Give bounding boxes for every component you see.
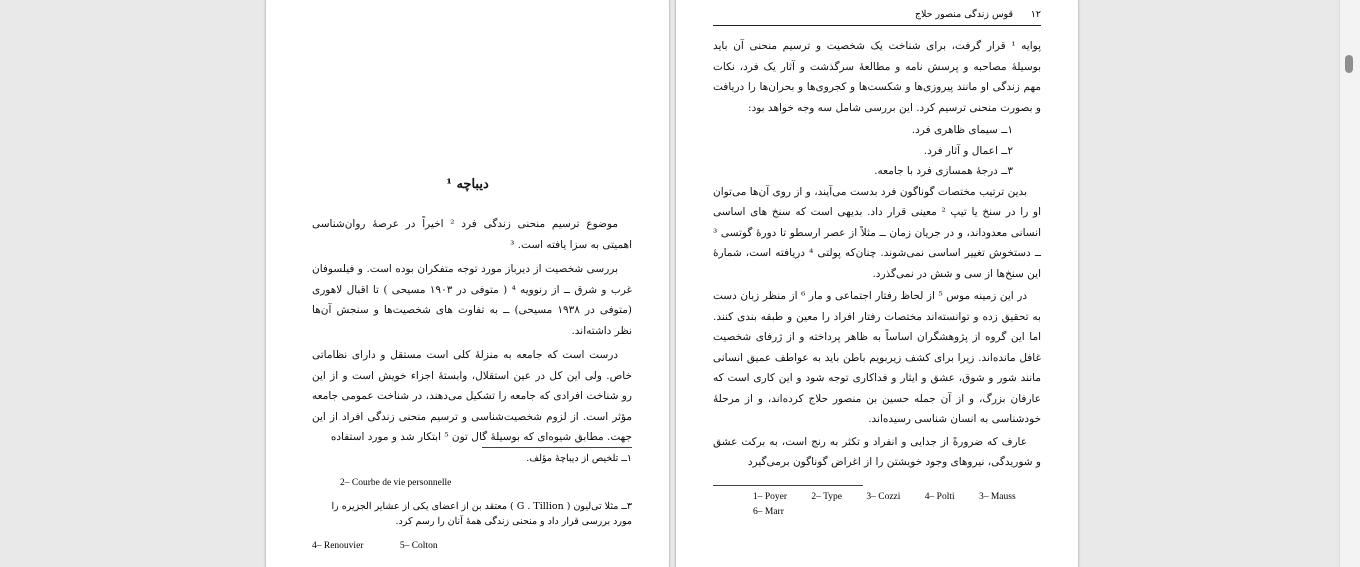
list-item: ۲ــ اعمال و آثار فرد. bbox=[923, 144, 1013, 157]
left-body-text bbox=[312, 214, 632, 452]
footnote: ۱ــ تلخیص از دیباچهٔ مؤلف. bbox=[526, 453, 632, 464]
page-left bbox=[265, 0, 670, 567]
paragraph: در این زمینه موس ⁵ از لحاظ رفتار اجتماعی و مار ⁶ از منظر زبان دست به تحقیق زده و توانسته‌اند مختصات رفتار افراد را معین و طبقه بندی کنند. اما این گروه از پژوهشگران اساساً به ظاهر پرداخته و از ژرفای شخصیت غافل مانده‌اند. زیرا برای کشف زیربویم باطن باید به عواطف عمیق انسانی مانند شور و شوق، عشق و ایثار و فداکاری توجه شود و این کاری است که عارفان بزرگ، و از آن جمله حسین بن منصور حلاج کرده‌اند، و از مرحلهٔ خودشناسی به انسان شناسی رسیده‌اند. bbox=[713, 290, 1041, 425]
chapter-title: دیباچه ¹ bbox=[446, 177, 489, 192]
list-item: ۳ــ درجهٔ همسازی فرد با جامعه. bbox=[874, 165, 1013, 177]
right-footnotes bbox=[713, 485, 1041, 520]
footnote: 1– Poyer bbox=[753, 492, 788, 502]
footnote: 3– Mauss bbox=[978, 492, 1016, 502]
footnote: ۳ــ مثلا تی‌لیون ( G . Tillion ) معتقد بن از اعضای یکی از عشایر الجزیره را مورد بررسی قرار داد و منحنی زندگی همهٔ آنان را رسم کرد. bbox=[331, 501, 632, 527]
footnote: 5– Colton bbox=[399, 540, 438, 551]
footnote: 3– Cozzi bbox=[866, 492, 901, 502]
footnote: 2– Courbe de vie personnelle bbox=[340, 478, 452, 488]
left-footnotes bbox=[312, 447, 632, 563]
footnote: 4– Polti bbox=[924, 492, 955, 502]
scrollbar-thumb[interactable] bbox=[1345, 55, 1353, 73]
footnote-row bbox=[312, 539, 632, 554]
paragraph: پوایه ¹ قرار گرفت، برای شناخت یک شخصیت و ترسیم منحنی آن باید بوسیلهٔ مصاحبه و پرسش نامه و مطالعهٔ سرگذشت و آثار یک فرد، نکات مهم زندگی او مانند پیروزی‌ها و شکست‌ها و کجروی‌ها و بحران‌ها را دریافت و بصورت منحنی ترسیم کرد. این بررسی شامل سه وجه خواهد بود: bbox=[713, 40, 1041, 114]
paragraph: بررسی شخصیت از دیرباز مورد توجه متفکران بوده است. و فیلسوفان غرب و شرق ــ از رنوویه ⁴ ( متوفی در ۱۹۰۳ مسیحی ) تا اقبال لاهوری (متوفی در ۱۹۳۸ مسیحی) ــ به تفاوت های شخصیت‌ها و سنجش آن‌ها نظر داشته‌اند. bbox=[312, 263, 632, 337]
paragraph: بدین ترتیب مختصات گوناگون فرد بدست می‌آیند، و از روی آن‌ها می‌توان او را در سنخ یا تیپ ² معینی قرار داد. بدیهی است که سنخ های اساسی انسانی معدوداند، و در جریان زمان ــ مثلاً از عصر ارسطو تا دورهٔ گوتسی ³ ــ دستخوش تغییر اساسی نمی‌شوند. چنان‌که پولتی ⁴ دریافته است، شمارهٔ این سنخ‌ها از سی و شش در نمی‌گذرد. bbox=[713, 185, 1041, 280]
page-right bbox=[675, 0, 1079, 567]
footnote: 2– Type bbox=[811, 492, 842, 502]
paragraph: عارف که ضرورةً از جدایی و انفراد و تکثر به رنج است، به برکت عشق و شوریدگی، نیروهای وجود خویشتن را از اغراض گوناگون برمی‌گیرد bbox=[713, 435, 1041, 468]
footnote-rule bbox=[713, 485, 863, 486]
paragraph: موضوع ترسیم منحنی زندگی فرد ² اخیراً در عرصهٔ روان‌شناسی اهمیتی به سزا یافته است. ³ bbox=[312, 218, 632, 251]
running-title: قوس زندگی منصور حلاج bbox=[914, 9, 1013, 20]
footnote: 6– Marr bbox=[753, 507, 784, 517]
running-head bbox=[713, 7, 1041, 26]
footnote: 4– Renouvier bbox=[312, 540, 364, 551]
page-number: ۱۲ bbox=[1030, 9, 1041, 20]
paragraph: درست است که جامعه به منزلهٔ کلی است مستقل و دارای نظاماتی خاص. ولی این کل در عین استقلال، وابستهٔ اجزاء خویش است و از این رو شناخت افرادی که جامعه را تشکیل می‌دهند، در شناخت عمومی جامعه مؤثر است. از لزوم شخصیت‌شناسی و ترسیم منحنی زندگی افراد از این جهت. مطابق شیوه‌ای که بوسیلهٔ گال تون ⁵ ابتکار شد و مورد استفاده bbox=[312, 349, 632, 443]
right-body-text bbox=[713, 36, 1041, 475]
footnote-rule bbox=[482, 447, 632, 448]
footnote-row bbox=[713, 505, 1041, 520]
vertical-scrollbar[interactable] bbox=[1339, 0, 1360, 567]
list-item: ۱ــ سیمای ظاهری فرد. bbox=[911, 124, 1013, 136]
footnote-row bbox=[713, 490, 1041, 505]
